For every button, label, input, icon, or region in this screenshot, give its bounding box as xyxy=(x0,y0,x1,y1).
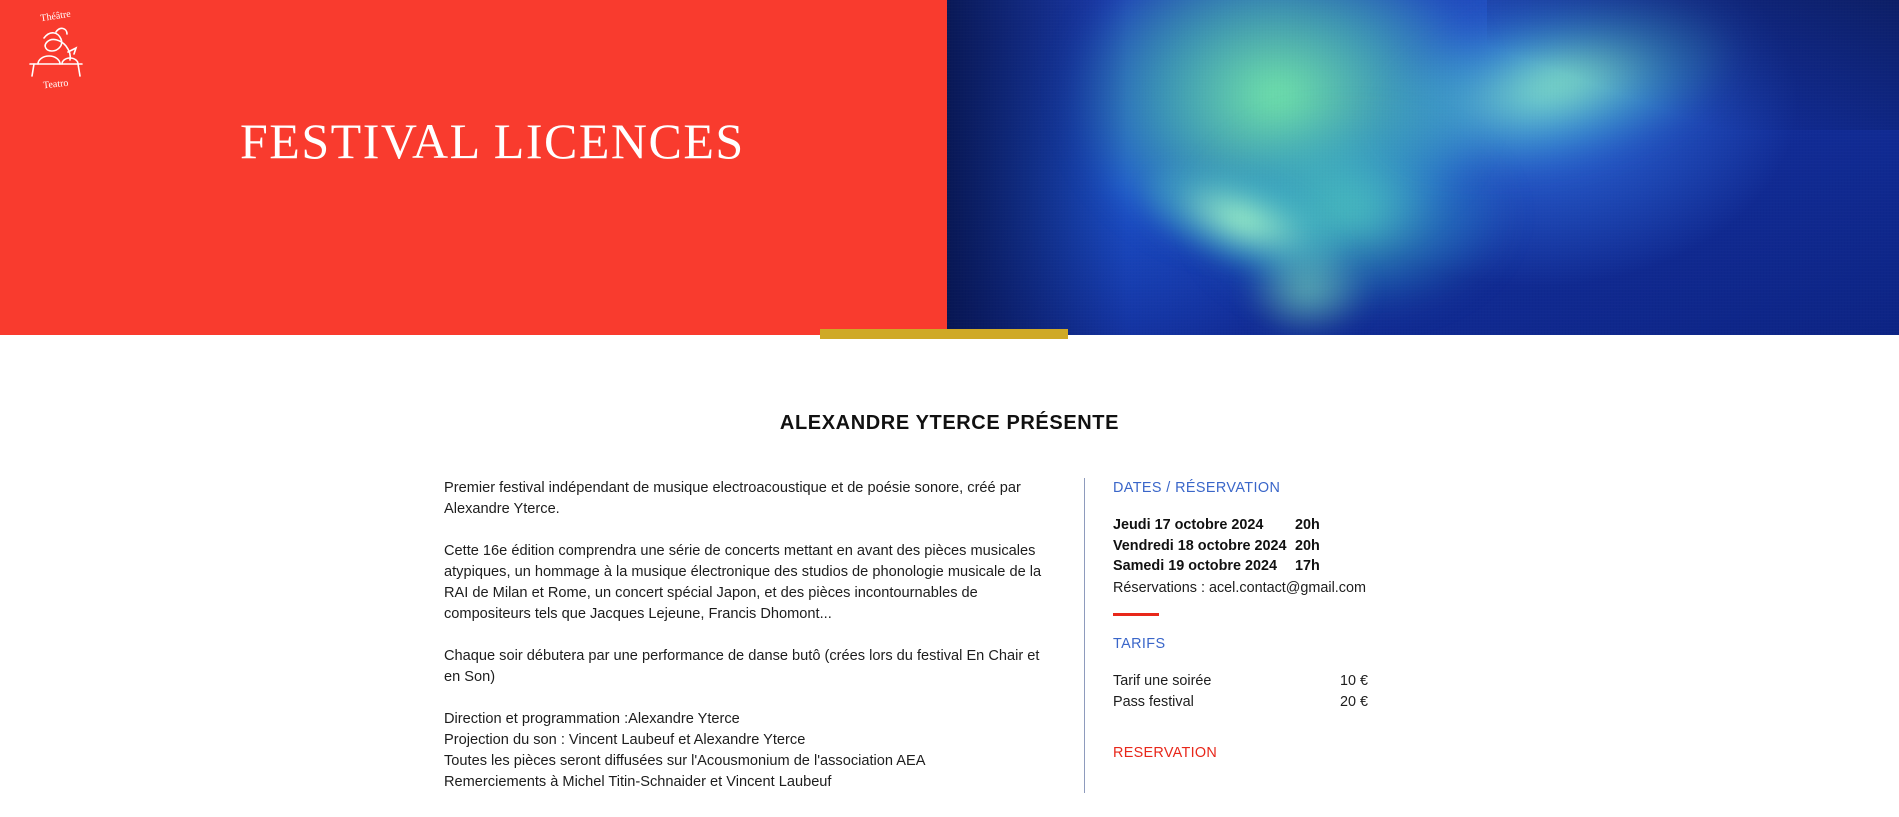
date-day: Samedi 19 octobre 2024 xyxy=(1113,558,1277,574)
sidebar-info xyxy=(1113,478,1413,764)
theatre-logo[interactable] xyxy=(10,8,102,92)
credit-line-3: Toutes les pièces seront diffusées sur l'Acousmonium de l'association AEA xyxy=(444,753,926,769)
svg-text:Teatro: Teatro xyxy=(42,77,69,92)
credit-line-4: Remerciements à Michel Titin-Schnaider et Vincent Laubeuf xyxy=(444,774,832,790)
vertical-divider xyxy=(1084,478,1085,793)
tarif-price: 20 € xyxy=(1339,693,1368,710)
tarif-row xyxy=(1113,692,1368,713)
date-row xyxy=(1113,536,1413,557)
tarif-row xyxy=(1113,671,1368,692)
theatre-logo-icon xyxy=(10,8,102,92)
description-paragraph-3: Chaque soir débutera par une performance de danse butô (crées lors du festival En Chair et en Son) xyxy=(444,648,1040,685)
page-title: FESTIVAL LICENCES xyxy=(240,113,745,169)
date-time: 17h xyxy=(1295,558,1320,574)
date-day: Vendredi 18 octobre 2024 xyxy=(1113,537,1287,554)
tarifs-section-title: TARIFS xyxy=(1113,635,1166,652)
date-time: 20h xyxy=(1295,537,1320,554)
presenter-heading: ALEXANDRE YTERCE PRÉSENTE xyxy=(779,412,1120,434)
description-column xyxy=(444,478,1054,793)
hero-image-grain xyxy=(947,0,1899,335)
content-area xyxy=(444,478,1454,793)
red-separator xyxy=(1113,613,1159,616)
reservation-link[interactable]: RESERVATION xyxy=(1113,744,1218,761)
reservations-email-line[interactable]: Réservations : acel.contact@gmail.com xyxy=(1113,579,1366,596)
gold-accent-bar xyxy=(820,329,1068,339)
hero-image xyxy=(947,0,1899,335)
date-time: 20h xyxy=(1295,517,1320,533)
tarif-label: Pass festival xyxy=(1113,693,1194,710)
svg-text:Théâtre: Théâtre xyxy=(39,8,72,25)
date-day: Jeudi 17 octobre 2024 xyxy=(1113,517,1264,533)
tarif-label: Tarif une soirée xyxy=(1113,672,1212,689)
tarif-price: 10 € xyxy=(1339,672,1368,689)
hero-banner xyxy=(0,0,1899,335)
credit-line-2: Projection du son : Vincent Laubeuf et Alexandre Yterce xyxy=(444,732,806,748)
description-paragraph-2: Cette 16e édition comprendra une série de concerts mettant en avant des pièces musicales atypiques, un hommage à la musique électronique des studios de phonologie musicale de la RAI de Milan et Rome, un concert spécial Japon, et des pièces incontournables de compositeurs tels que Jacques Lejeune, Francis Dhomont... xyxy=(444,543,1042,622)
date-row xyxy=(1113,556,1413,577)
tarifs-list xyxy=(1113,671,1413,713)
dates-section-title: DATES / RÉSERVATION xyxy=(1113,480,1281,496)
credit-line-1: Direction et programmation :Alexandre Yterce xyxy=(444,711,740,727)
description-paragraph-1: Premier festival indépendant de musique electroacoustique et de poésie sonore, créé par Alexandre Yterce. xyxy=(444,480,1021,517)
date-row xyxy=(1113,515,1413,536)
